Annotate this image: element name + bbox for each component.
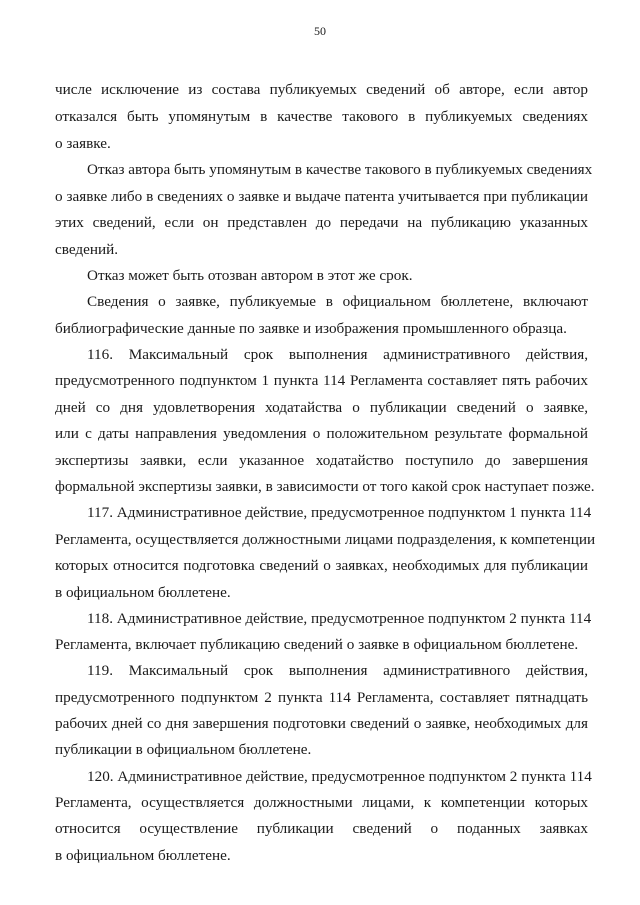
- text-line: Отказ может быть отозван автором в этот же срок.: [87, 267, 413, 284]
- text-line: или с даты направления уведомления о положительном результате формальной: [55, 425, 588, 442]
- text-line: экспертизы заявки, если указанное ходатайство поступило до завершения: [55, 452, 588, 469]
- text-line: Сведения о заявке, публикуемые в официальном бюллетене, включают: [87, 293, 588, 310]
- text-line: дней со дня удовлетворения ходатайства о публикации сведений о заявке,: [55, 399, 588, 416]
- text-line: библиографические данные по заявке и изображения промышленного образца.: [55, 320, 567, 337]
- text-line: сведений.: [55, 241, 119, 258]
- text-line: предусмотренного подпунктом 1 пункта 114 Регламента составляет пять рабочих: [55, 372, 588, 389]
- text-line: отказался быть упомянутым в качестве такового в публикуемых сведениях: [55, 108, 588, 125]
- text-line: Отказ автора быть упомянутым в качестве такового в публикуемых сведениях: [87, 161, 593, 178]
- text-line: которых относится подготовка сведений о заявках, необходимых для публикации: [55, 557, 588, 574]
- text-line: предусмотренного подпунктом 2 пункта 114 Регламента, составляет пятнадцать: [55, 689, 588, 706]
- text-line: Регламента, включает публикацию сведений о заявке в официальном бюллетене.: [55, 636, 579, 653]
- text-line: 120. Административное действие, предусмотренное подпунктом 2 пункта 114: [87, 768, 592, 785]
- text-line: формальной экспертизы заявки, в зависимости от того какой срок наступает позже.: [55, 478, 595, 495]
- text-line: о заявке.: [55, 135, 111, 152]
- text-line: этих сведений, если он представлен до передачи на публикацию указанных: [55, 214, 588, 231]
- text-line: относится осуществление публикации сведений о поданных заявках: [55, 820, 588, 837]
- text-line: числе исключение из состава публикуемых сведений об авторе, если автор: [55, 81, 588, 98]
- text-line: в официальном бюллетене.: [55, 847, 231, 864]
- text-line: о заявке либо в сведениях о заявке и выдаче патента учитывается при публикации: [55, 188, 588, 205]
- text-line: 119. Максимальный срок выполнения административного действия,: [87, 662, 588, 679]
- text-line: 118. Административное действие, предусмотренное подпунктом 2 пункта 114: [87, 610, 592, 627]
- text-line: в официальном бюллетене.: [55, 584, 231, 601]
- page-number: 50: [314, 24, 326, 38]
- text-line: Регламента, осуществляется должностными лицами подразделения, к компетенции: [55, 531, 596, 548]
- text-line: 116. Максимальный срок выполнения административного действия,: [87, 346, 588, 363]
- text-line: публикации в официальном бюллетене.: [55, 741, 312, 758]
- text-line: Регламента, осуществляется должностными лицами, к компетенции которых: [55, 794, 588, 811]
- text-line: рабочих дней со дня завершения подготовки сведений о заявке, необходимых для: [55, 715, 588, 732]
- text-line: 117. Административное действие, предусмотренное подпунктом 1 пункта 114: [87, 504, 592, 521]
